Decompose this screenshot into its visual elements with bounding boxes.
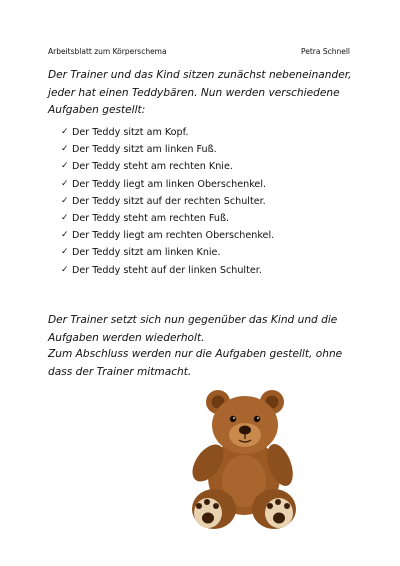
task-item: ✓ Der Teddy steht am rechten Knie. — [61, 158, 274, 175]
task-item: ✓ Der Teddy sitzt am Kopf. — [61, 124, 274, 141]
checkmark-icon: ✓ — [61, 195, 69, 206]
third-paragraph: Zum Abschluss werden nur die Aufgaben gestellt, ohne dass der Trainer mitmacht. — [48, 348, 343, 378]
task-item: ✓ Der Teddy liegt am rechten Oberschenkel. — [61, 227, 274, 244]
checkmark-icon: ✓ — [61, 264, 69, 275]
intro-paragraph: Der Trainer und das Kind sitzen zunächst nebeneinander, jeder hat einen Teddybären. Nun werden verschiedene Aufgaben gestellt: — [48, 69, 352, 116]
checkmark-icon: ✓ — [61, 144, 69, 155]
second-paragraph: Der Trainer setzt sich nun gegenüber das Kind und die Aufgaben werden wiederholt. — [48, 314, 338, 344]
task-item: ✓ Der Teddy liegt am linken Oberschenkel. — [61, 176, 274, 193]
task-item: ✓ Der Teddy steht am rechten Fuß. — [61, 210, 274, 227]
checkmark-icon: ✓ — [61, 212, 69, 223]
task-item: ✓ Der Teddy sitzt auf der rechten Schulter. — [61, 193, 274, 210]
worksheet-title: Arbeitsblatt zum Körperschema — [48, 47, 167, 56]
author-name: Petra Schnell — [300, 47, 350, 56]
checkmark-icon: ✓ — [61, 230, 69, 241]
checkmark-icon: ✓ — [61, 161, 69, 172]
eye-right — [254, 416, 260, 422]
task-list — [61, 124, 274, 279]
teddy-bear-illustration — [178, 385, 308, 535]
checkmark-icon: ✓ — [61, 247, 69, 258]
eye-left — [230, 416, 236, 422]
task-item: ✓ Der Teddy steht auf der linken Schulter. — [61, 262, 274, 279]
task-item: ✓ Der Teddy sitzt am linken Fuß. — [61, 141, 274, 158]
teddy-nose — [239, 426, 251, 435]
task-item: ✓ Der Teddy sitzt am linken Knie. — [61, 244, 274, 261]
checkmark-icon: ✓ — [61, 127, 69, 137]
checkmark-icon: ✓ — [61, 178, 69, 189]
